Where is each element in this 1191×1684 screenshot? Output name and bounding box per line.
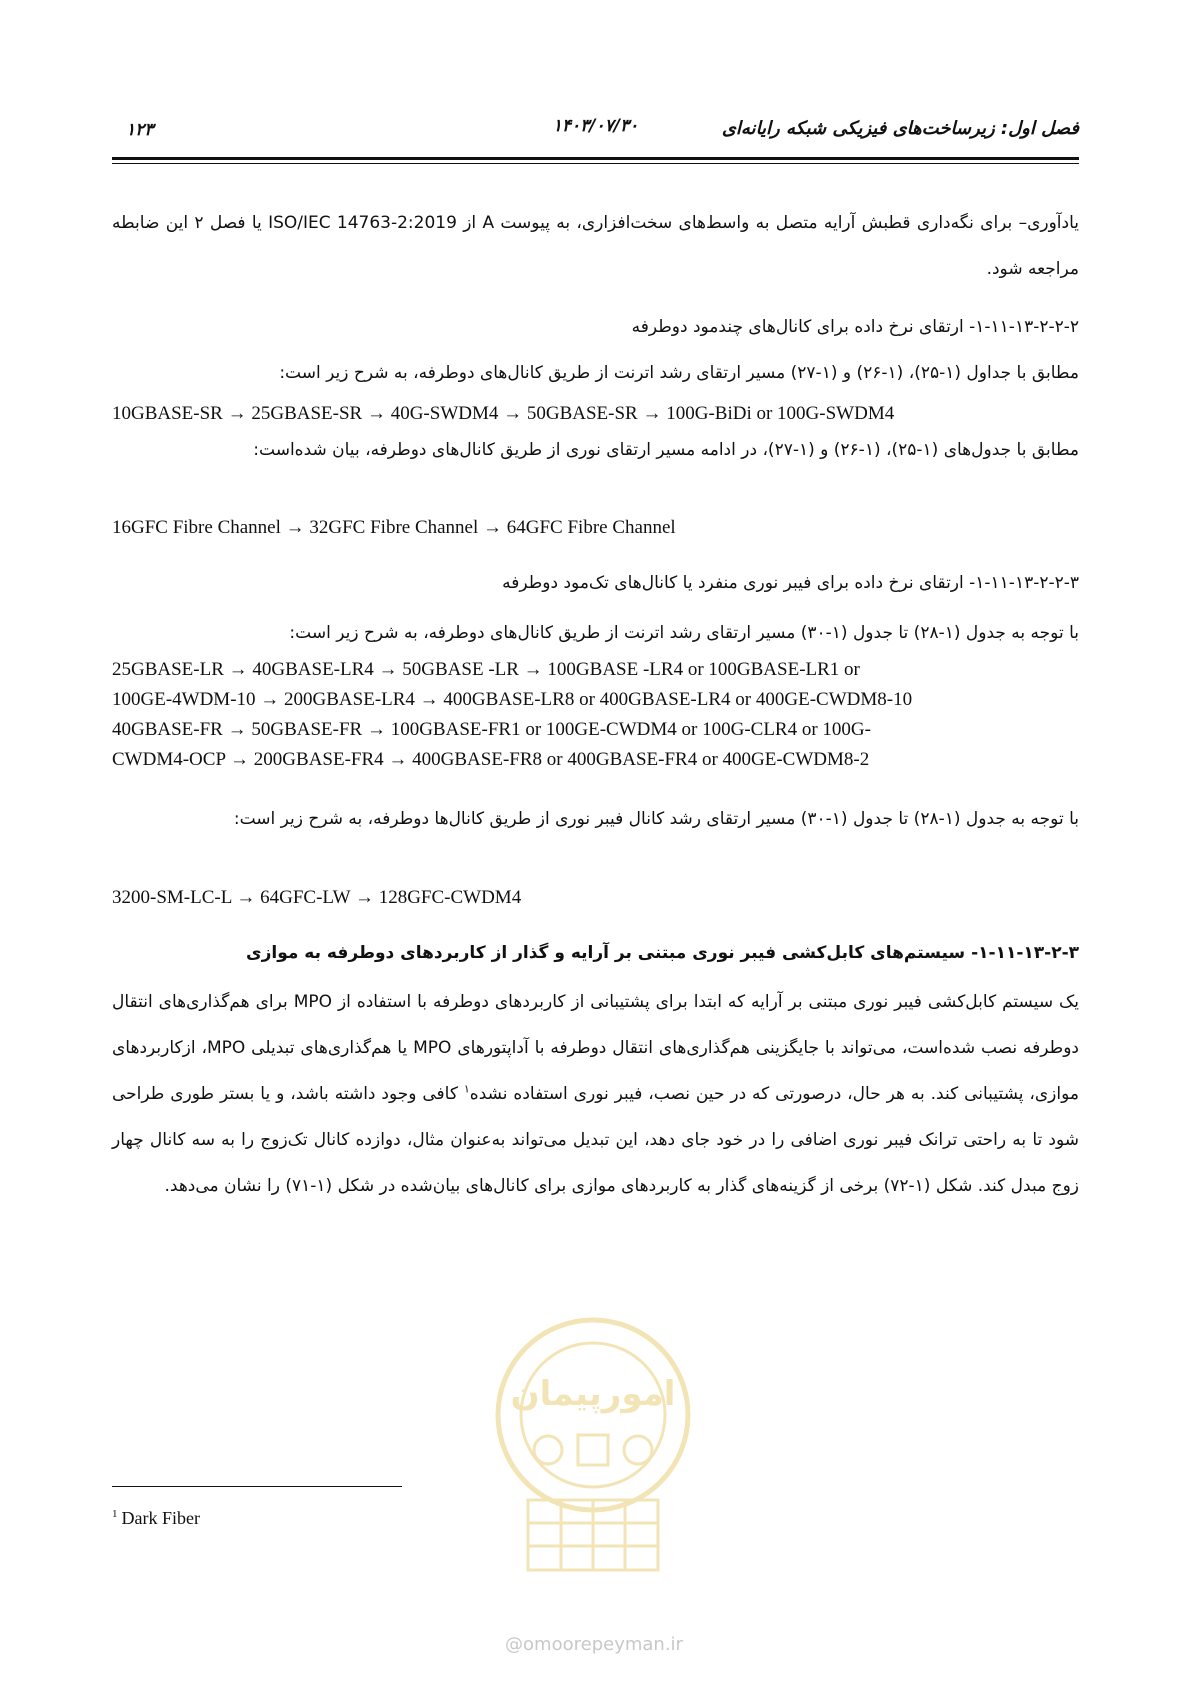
footnote-text: Dark Fiber — [121, 1508, 200, 1528]
path-line: 25GBASE-LR → 40GBASE-LR4 → 50GBASE -LR → 100GBASE -LR4 or 100GBASE-LR1 or — [112, 659, 860, 680]
multimode-ethernet-paragraph: مطابق با جداول (۱-۲۵)، (۱-۲۶) و (۱-۲۷) مسیر ارتقای رشد اترنت از طریق کانال‌های دوطرفه، به شرح زیر است: — [279, 363, 1079, 383]
multimode-fc-path: 16GFC Fibre Channel → 32GFC Fibre Channel → 64GFC Fibre Channel — [112, 517, 676, 538]
footnote — [112, 1508, 200, 1529]
path-line: 100GE-4WDM-10 → 200GBASE-LR4 → 400GBASE-LR8 or 400GBASE-LR4 or 400GE-CWDM8-10 — [112, 689, 913, 710]
header-rule-thick — [112, 157, 1079, 160]
paragraph-text: یک سیستم کابل‌کشی فیبر نوری مبتنی بر آرایه که ابتدا برای پشتیبانی از کاربردهای دوطرفه با استفاده از MPO برای هم‌گذاری‌های انتقال دوطرفه نصب شده‌است، می‌تواند با جایگزینی هم‌گذاری‌های انتقال دوطرفه با آداپتورهای MPO یا هم‌گذاری‌های تبدیلی MPO، ازکاربردهای موازی، پشتیبانی کند. به هر حال، درصورتی که در حین نصب، فیبر نوری استفاده نشده — [112, 992, 1079, 1104]
singlemode-ethernet-paragraph: با توجه به جدول (۱-۲۸) تا جدول (۱-۳۰) مسیر ارتقای رشد اترنت از طریق کانال‌های دوطرفه، به شرح زیر است: — [289, 623, 1079, 643]
singlemode-fc-paragraph: با توجه به جدول (۱-۲۸) تا جدول (۱-۳۰) مسیر ارتقای رشد کانال فیبر نوری از طریق کانال‌ها دوطرفه، به شرح زیر است: — [233, 809, 1079, 829]
section-heading-multimode: ۱-۱۱-۱۳-۲-۲-۲- ارتقای نرخ داده برای کانال‌های چندمود دوطرفه — [631, 317, 1079, 337]
path-line: 40GBASE-FR → 50GBASE-FR → 100GBASE-FR1 or 100GE-CWDM4 or 100G-CLR4 or 100G- — [112, 719, 871, 740]
multimode-fc-paragraph: مطابق با جدول‌های (۱-۲۵)، (۱-۲۶) و (۱-۲۷)، در ادامه مسیر ارتقای نوری از طریق کانال‌های دوطرفه، بیان شده‌است: — [253, 440, 1079, 460]
page-header — [112, 118, 1079, 158]
footnote-rule — [112, 1486, 402, 1487]
header-rule-thin — [112, 163, 1079, 164]
paragraph-text: کافی وجود داشته باشد، و یا بستر طوری طراحی شود تا به راحتی ترانک فیبر نوری اضافی را در خود جای دهد، این تبدیل می‌تواند به‌عنوان مثال، دوازده کانال تک‌زوج را به سه کانال چهار زوج مبدل کند. شکل (۱-۷۲) برخی از گزینه‌های گذار به کاربردهای موازی برای کانال‌های بیان‌شده در شکل (۱-۷۱) را نشان می‌دهد. — [112, 1084, 1079, 1196]
seal-icon — [468, 1300, 718, 1600]
section-heading-array-cabling: ۱-۱۱-۱۳-۲-۳- سیستم‌های کابل‌کشی فیبر نوری مبتنی بر آرایه و گذار از کاربردهای دوطرفه به موازی — [246, 943, 1079, 963]
multimode-ethernet-path: 10GBASE-SR → 25GBASE-SR → 40G-SWDM4 → 50GBASE-SR → 100G-BiDi or 100G-SWDM4 — [112, 403, 895, 424]
path-line: CWDM4-OCP → 200GBASE-FR4 → 400GBASE-FR8 or 400GBASE-FR4 or 400GE-CWDM8-2 — [112, 749, 870, 770]
at-icon: @ — [505, 1634, 524, 1655]
header-date: ۱۴۰۳/۰۷/۳۰ — [552, 116, 639, 136]
singlemode-ethernet-path — [112, 655, 1079, 775]
watermark-url — [474, 1634, 714, 1655]
reminder-paragraph: یادآوری– برای نگه‌داری قطبش آرایه متصل به واسط‌های سخت‌افزاری، به پیوست A از ISO/IEC 14763-2:2019 یا فصل ۲ این ضابطه مراجعه شود. — [112, 213, 1080, 279]
page-number: ۱۲۳ — [126, 120, 154, 140]
footnote-number: 1 — [112, 1508, 118, 1520]
section-heading-singlemode: ۱-۱۱-۱۳-۲-۲-۳- ارتقای نرخ داده برای فیبر نوری منفرد یا کانال‌های تک‌مود دوطرفه — [502, 573, 1079, 593]
footnote-marker: ۱ — [463, 1082, 470, 1096]
chapter-title: فصل اول: زیرساخت‌های فیزیکی شبکه رایانه‌ای — [721, 118, 1079, 139]
array-cabling-paragraph — [112, 979, 1079, 1209]
logo-text: امورپیمان — [510, 1374, 676, 1414]
singlemode-fc-path: 3200-SM-LC-L → 64GFC-LW → 128GFC-CWDM4 — [112, 887, 522, 908]
watermark-logo — [468, 1300, 718, 1600]
watermark-url-text: omoorepeyman.ir — [523, 1634, 683, 1655]
